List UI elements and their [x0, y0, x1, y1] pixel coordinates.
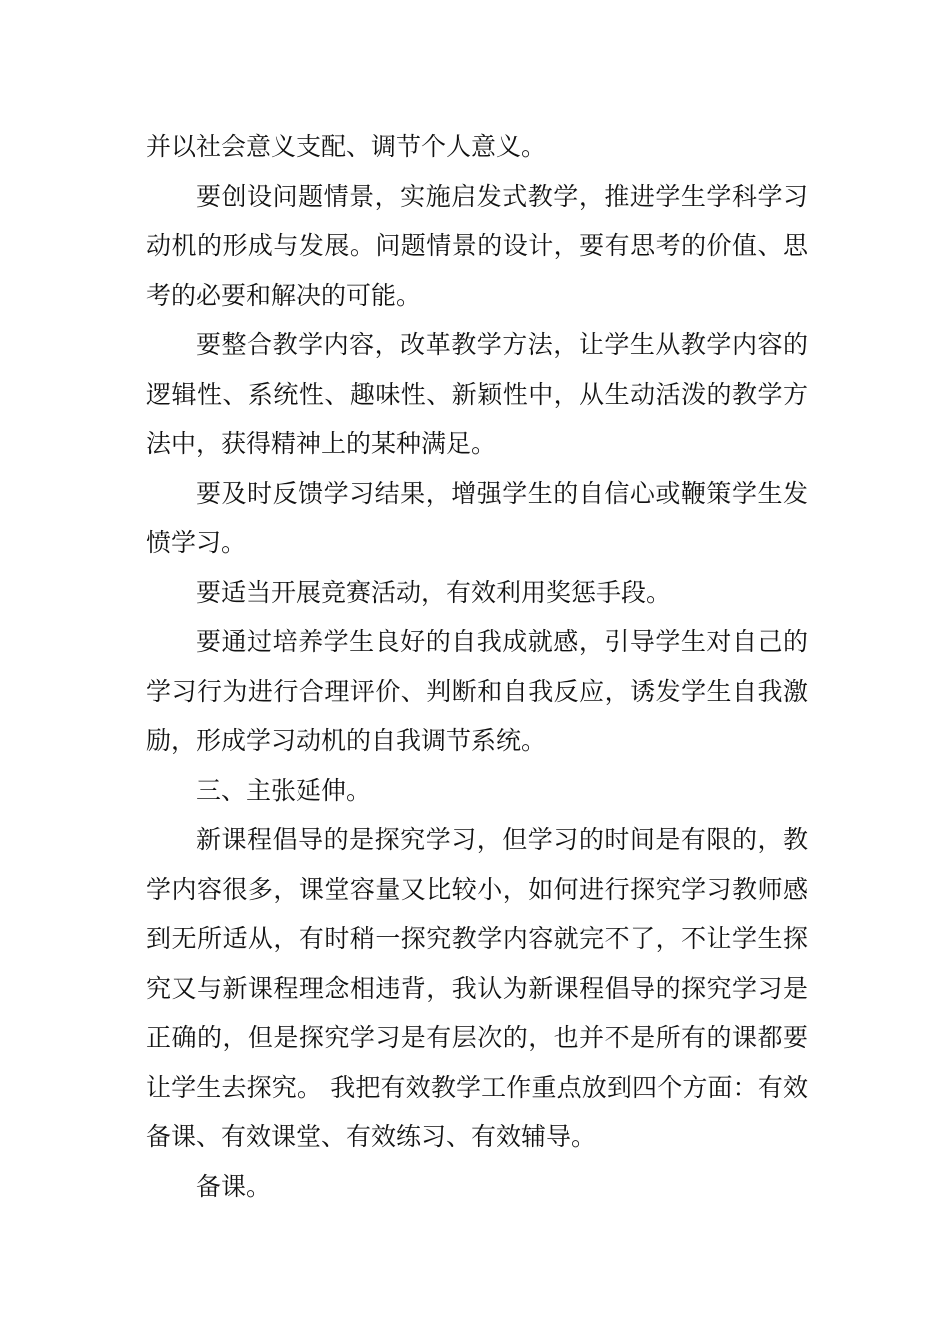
paragraph-timely-feedback: 要及时反馈学习结果，增强学生的自信心或鞭策学生发愤学习。	[146, 478, 808, 557]
paragraph-competition: 要适当开展竞赛活动，有效利用奖惩手段。	[196, 577, 672, 607]
paragraph-integrate-content: 要整合教学内容，改革教学方法，让学生从教学内容的逻辑性、系统性、趣味性、新颖性中，从生动活泼的教学方法中，获得精神上的某种满足。	[146, 330, 808, 458]
paragraph-problem-situation: 要创设问题情景，实施启发式教学，推进学生学科学习动机的形成与发展。问题情景的设计，要有思考的价值、思考的必要和解决的可能。	[146, 181, 808, 310]
document-body	[146, 122, 808, 1211]
paragraph-inquiry-learning: 新课程倡导的是探究学习，但学习的时间是有限的，教学内容很多，课堂容量又比较小，如何进行探究学习教师感到无所适从，有时稍一探究教学内容就完不了，不让学生探究又与新课程理念相违背，我认为新课程倡导的探究学习是正确的，但是探究学习是有层次的，也并不是所有的课都要让学生去探究。 我把有效教学工作重点放到四个方面：有效备课、有效课堂、有效练习、有效辅导。	[146, 825, 808, 1151]
paragraph-continuation: 并以社会意义支配、调节个人意义。	[146, 132, 547, 161]
paragraph-self-achievement: 要通过培养学生良好的自我成就感，引导学生对自己的学习行为进行合理评价、判断和自我反应，诱发学生自我激励，形成学习动机的自我调节系统。	[146, 627, 808, 755]
paragraph-lesson-prep: 备课。	[196, 1171, 272, 1201]
section-heading-extension: 三、主张延伸。	[196, 775, 372, 805]
